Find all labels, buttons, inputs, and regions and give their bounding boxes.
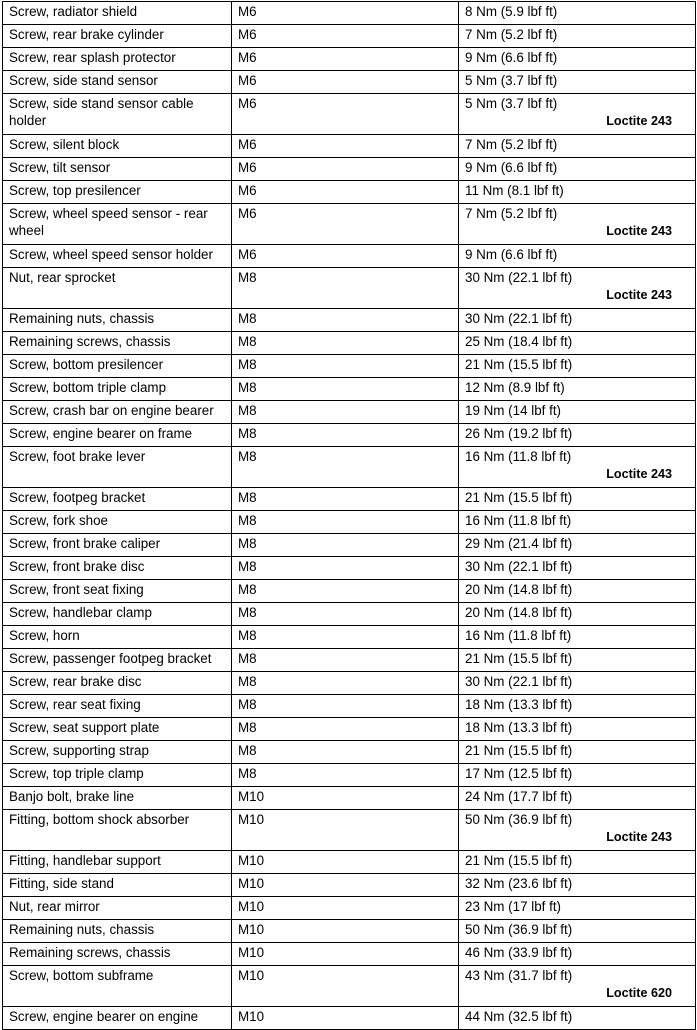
tightening-torque-cell xyxy=(459,603,696,626)
tightening-torque-cell xyxy=(459,920,696,943)
tightening-torque-cell xyxy=(459,268,696,309)
table-row xyxy=(3,851,696,874)
torque-value: 19 Nm (14 lbf ft) xyxy=(465,403,561,418)
fastener-description-cell: Screw, rear seat fixing xyxy=(3,695,232,718)
table-row xyxy=(3,401,696,424)
torque-value: 24 Nm (17.7 lbf ft) xyxy=(465,789,573,804)
threadlocker-note: Loctite 243 xyxy=(606,467,672,481)
fastener-description-cell: Screw, rear brake cylinder xyxy=(3,25,232,48)
tightening-torque-cell xyxy=(459,309,696,332)
thread-size-cell: M8 xyxy=(232,401,459,424)
torque-value: 21 Nm (15.5 lbf ft) xyxy=(465,853,573,868)
thread-size-cell: M10 xyxy=(232,897,459,920)
thread-size-cell: M8 xyxy=(232,626,459,649)
torque-value: 43 Nm (31.7 lbf ft) xyxy=(465,968,573,983)
torque-specification-table xyxy=(2,1,696,1030)
torque-value: 44 Nm (32.5 lbf ft) xyxy=(465,1009,573,1024)
table-row xyxy=(3,557,696,580)
tightening-torque-cell xyxy=(459,557,696,580)
table-row xyxy=(3,309,696,332)
table-row xyxy=(3,94,696,135)
thread-size-cell: M8 xyxy=(232,672,459,695)
torque-value: 23 Nm (17 lbf ft) xyxy=(465,899,561,914)
table-row xyxy=(3,874,696,897)
fastener-description-cell: Screw, rear splash protector xyxy=(3,48,232,71)
table-row xyxy=(3,920,696,943)
tightening-torque-cell xyxy=(459,48,696,71)
thread-size-cell: M8 xyxy=(232,447,459,488)
tightening-torque-cell xyxy=(459,158,696,181)
torque-value: 46 Nm (33.9 lbf ft) xyxy=(465,945,573,960)
torque-value: 30 Nm (22.1 lbf ft) xyxy=(465,674,573,689)
torque-value: 7 Nm (5.2 lbf ft) xyxy=(465,206,558,221)
torque-value: 21 Nm (15.5 lbf ft) xyxy=(465,651,573,666)
tightening-torque-cell xyxy=(459,966,696,1007)
table-row xyxy=(3,695,696,718)
tightening-torque-cell xyxy=(459,332,696,355)
thread-size-cell: M8 xyxy=(232,557,459,580)
fastener-description-cell: Screw, rear brake disc xyxy=(3,672,232,695)
table-row xyxy=(3,897,696,920)
fastener-description-cell: Screw, wheel speed sensor holder xyxy=(3,245,232,268)
thread-size-cell: M6 xyxy=(232,25,459,48)
thread-size-cell: M6 xyxy=(232,245,459,268)
table-row xyxy=(3,580,696,603)
fastener-description-cell: Screw, tilt sensor xyxy=(3,158,232,181)
tightening-torque-cell xyxy=(459,511,696,534)
thread-size-cell: M6 xyxy=(232,48,459,71)
tightening-torque-cell xyxy=(459,401,696,424)
tightening-torque-cell xyxy=(459,488,696,511)
thread-size-cell: M8 xyxy=(232,332,459,355)
table-row xyxy=(3,158,696,181)
tightening-torque-cell xyxy=(459,851,696,874)
tightening-torque-cell xyxy=(459,718,696,741)
table-row xyxy=(3,2,696,25)
thread-size-cell: M8 xyxy=(232,718,459,741)
fastener-description-cell: Screw, side stand sensor cable holder xyxy=(3,94,232,135)
thread-size-cell: M8 xyxy=(232,603,459,626)
tightening-torque-cell xyxy=(459,741,696,764)
torque-value: 18 Nm (13.3 lbf ft) xyxy=(465,697,573,712)
fastener-description-cell: Screw, front brake disc xyxy=(3,557,232,580)
threadlocker-note: Loctite 243 xyxy=(606,224,672,238)
tightening-torque-cell xyxy=(459,787,696,810)
torque-value: 12 Nm (8.9 lbf ft) xyxy=(465,380,565,395)
threadlocker-note: Loctite 243 xyxy=(606,288,672,302)
tightening-torque-cell xyxy=(459,672,696,695)
fastener-description-cell: Screw, crash bar on engine bearer xyxy=(3,401,232,424)
thread-size-cell: M8 xyxy=(232,424,459,447)
thread-size-cell: M8 xyxy=(232,695,459,718)
thread-size-cell: M10 xyxy=(232,874,459,897)
table-row xyxy=(3,332,696,355)
fastener-description-cell: Screw, bottom presilencer xyxy=(3,355,232,378)
table-row xyxy=(3,488,696,511)
tightening-torque-cell xyxy=(459,71,696,94)
table-row xyxy=(3,943,696,966)
table-row xyxy=(3,25,696,48)
torque-value: 20 Nm (14.8 lbf ft) xyxy=(465,582,573,597)
torque-value: 16 Nm (11.8 lbf ft) xyxy=(465,628,572,643)
tightening-torque-cell xyxy=(459,764,696,787)
tightening-torque-cell xyxy=(459,378,696,401)
tightening-torque-cell xyxy=(459,874,696,897)
table-row xyxy=(3,672,696,695)
torque-value: 17 Nm (12.5 lbf ft) xyxy=(465,766,573,781)
thread-size-cell: M10 xyxy=(232,851,459,874)
fastener-description-cell: Screw, top presilencer xyxy=(3,181,232,204)
table-body xyxy=(3,2,696,1030)
fastener-description-cell: Screw, passenger footpeg bracket xyxy=(3,649,232,672)
table-row xyxy=(3,424,696,447)
table-row xyxy=(3,741,696,764)
torque-value: 18 Nm (13.3 lbf ft) xyxy=(465,720,573,735)
torque-value: 11 Nm (8.1 lbf ft) xyxy=(465,183,564,198)
torque-value: 8 Nm (5.9 lbf ft) xyxy=(465,4,558,19)
thread-size-cell: M8 xyxy=(232,488,459,511)
tightening-torque-cell xyxy=(459,943,696,966)
tightening-torque-cell xyxy=(459,649,696,672)
torque-value: 21 Nm (15.5 lbf ft) xyxy=(465,490,573,505)
torque-value: 5 Nm (3.7 lbf ft) xyxy=(465,96,558,111)
tightening-torque-cell xyxy=(459,181,696,204)
thread-size-cell: M6 xyxy=(232,135,459,158)
table-row xyxy=(3,534,696,557)
torque-value: 25 Nm (18.4 lbf ft) xyxy=(465,334,573,349)
thread-size-cell: M8 xyxy=(232,649,459,672)
fastener-description-cell: Nut, rear mirror xyxy=(3,897,232,920)
torque-value: 9 Nm (6.6 lbf ft) xyxy=(465,247,558,262)
fastener-description-cell: Screw, handlebar clamp xyxy=(3,603,232,626)
table-row xyxy=(3,447,696,488)
table-row xyxy=(3,268,696,309)
thread-size-cell: M10 xyxy=(232,943,459,966)
fastener-description-cell: Fitting, bottom shock absorber xyxy=(3,810,232,851)
table-row xyxy=(3,603,696,626)
thread-size-cell: M8 xyxy=(232,378,459,401)
table-row xyxy=(3,764,696,787)
fastener-description-cell: Screw, radiator shield xyxy=(3,2,232,25)
torque-value: 21 Nm (15.5 lbf ft) xyxy=(465,743,573,758)
thread-size-cell: M8 xyxy=(232,511,459,534)
torque-value: 7 Nm (5.2 lbf ft) xyxy=(465,27,558,42)
threadlocker-note: Loctite 243 xyxy=(606,830,672,844)
fastener-description-cell: Remaining screws, chassis xyxy=(3,943,232,966)
thread-size-cell: M8 xyxy=(232,534,459,557)
torque-value: 30 Nm (22.1 lbf ft) xyxy=(465,270,573,285)
fastener-description-cell: Screw, engine bearer on engine xyxy=(3,1007,232,1030)
table-row xyxy=(3,810,696,851)
torque-value: 30 Nm (22.1 lbf ft) xyxy=(465,559,573,574)
tightening-torque-cell xyxy=(459,94,696,135)
table-row xyxy=(3,966,696,1007)
fastener-description-cell: Screw, horn xyxy=(3,626,232,649)
fastener-description-cell: Screw, bottom triple clamp xyxy=(3,378,232,401)
fastener-description-cell: Screw, footpeg bracket xyxy=(3,488,232,511)
thread-size-cell: M6 xyxy=(232,181,459,204)
tightening-torque-cell xyxy=(459,695,696,718)
fastener-description-cell: Screw, silent block xyxy=(3,135,232,158)
torque-value: 5 Nm (3.7 lbf ft) xyxy=(465,73,558,88)
tightening-torque-cell xyxy=(459,25,696,48)
tightening-torque-cell xyxy=(459,580,696,603)
fastener-description-cell: Remaining nuts, chassis xyxy=(3,920,232,943)
fastener-description-cell: Remaining nuts, chassis xyxy=(3,309,232,332)
fastener-description-cell: Nut, rear sprocket xyxy=(3,268,232,309)
thread-size-cell: M10 xyxy=(232,787,459,810)
torque-value: 29 Nm (21.4 lbf ft) xyxy=(465,536,573,551)
table-row xyxy=(3,71,696,94)
fastener-description-cell: Screw, wheel speed sensor - rear wheel xyxy=(3,204,232,245)
fastener-description-cell: Screw, front seat fixing xyxy=(3,580,232,603)
thread-size-cell: M8 xyxy=(232,580,459,603)
thread-size-cell: M8 xyxy=(232,355,459,378)
fastener-description-cell: Screw, bottom subframe xyxy=(3,966,232,1007)
torque-value: 9 Nm (6.6 lbf ft) xyxy=(465,50,558,65)
table-row xyxy=(3,355,696,378)
tightening-torque-cell xyxy=(459,810,696,851)
tightening-torque-cell xyxy=(459,424,696,447)
fastener-description-cell: Screw, top triple clamp xyxy=(3,764,232,787)
thread-size-cell: M10 xyxy=(232,810,459,851)
torque-value: 50 Nm (36.9 lbf ft) xyxy=(465,812,573,827)
thread-size-cell: M8 xyxy=(232,268,459,309)
torque-value: 32 Nm (23.6 lbf ft) xyxy=(465,876,573,891)
tightening-torque-cell xyxy=(459,2,696,25)
thread-size-cell: M6 xyxy=(232,158,459,181)
tightening-torque-cell xyxy=(459,534,696,557)
thread-size-cell: M6 xyxy=(232,204,459,245)
tightening-torque-cell xyxy=(459,626,696,649)
table-row xyxy=(3,511,696,534)
thread-size-cell: M8 xyxy=(232,764,459,787)
threadlocker-note: Loctite 243 xyxy=(606,114,672,128)
tightening-torque-cell xyxy=(459,204,696,245)
fastener-description-cell: Screw, side stand sensor xyxy=(3,71,232,94)
fastener-description-cell: Fitting, side stand xyxy=(3,874,232,897)
fastener-description-cell: Screw, supporting strap xyxy=(3,741,232,764)
fastener-description-cell: Screw, seat support plate xyxy=(3,718,232,741)
fastener-description-cell: Screw, fork shoe xyxy=(3,511,232,534)
tightening-torque-cell xyxy=(459,355,696,378)
table-row xyxy=(3,204,696,245)
torque-value: 50 Nm (36.9 lbf ft) xyxy=(465,922,573,937)
thread-size-cell: M10 xyxy=(232,1007,459,1030)
fastener-description-cell: Screw, engine bearer on frame xyxy=(3,424,232,447)
table-row xyxy=(3,135,696,158)
table-row xyxy=(3,718,696,741)
thread-size-cell: M6 xyxy=(232,2,459,25)
tightening-torque-cell xyxy=(459,1007,696,1030)
torque-value: 16 Nm (11.8 lbf ft) xyxy=(465,449,572,464)
fastener-description-cell: Fitting, handlebar support xyxy=(3,851,232,874)
fastener-description-cell: Remaining screws, chassis xyxy=(3,332,232,355)
tightening-torque-cell xyxy=(459,135,696,158)
torque-value: 21 Nm (15.5 lbf ft) xyxy=(465,357,573,372)
torque-value: 20 Nm (14.8 lbf ft) xyxy=(465,605,573,620)
thread-size-cell: M6 xyxy=(232,71,459,94)
threadlocker-note: Loctite 620 xyxy=(606,986,672,1000)
table-row xyxy=(3,649,696,672)
table-row xyxy=(3,378,696,401)
thread-size-cell: M10 xyxy=(232,966,459,1007)
torque-value: 7 Nm (5.2 lbf ft) xyxy=(465,137,558,152)
fastener-description-cell: Banjo bolt, brake line xyxy=(3,787,232,810)
tightening-torque-cell xyxy=(459,245,696,268)
table-row xyxy=(3,48,696,71)
thread-size-cell: M6 xyxy=(232,94,459,135)
table-row xyxy=(3,787,696,810)
tightening-torque-cell xyxy=(459,447,696,488)
thread-size-cell: M10 xyxy=(232,920,459,943)
thread-size-cell: M8 xyxy=(232,309,459,332)
torque-value: 26 Nm (19.2 lbf ft) xyxy=(465,426,573,441)
table-row xyxy=(3,245,696,268)
fastener-description-cell: Screw, foot brake lever xyxy=(3,447,232,488)
torque-value: 16 Nm (11.8 lbf ft) xyxy=(465,513,572,528)
torque-value: 9 Nm (6.6 lbf ft) xyxy=(465,160,558,175)
torque-value: 30 Nm (22.1 lbf ft) xyxy=(465,311,573,326)
table-row xyxy=(3,1007,696,1030)
thread-size-cell: M8 xyxy=(232,741,459,764)
table-row xyxy=(3,181,696,204)
tightening-torque-cell xyxy=(459,897,696,920)
fastener-description-cell: Screw, front brake caliper xyxy=(3,534,232,557)
table-row xyxy=(3,626,696,649)
